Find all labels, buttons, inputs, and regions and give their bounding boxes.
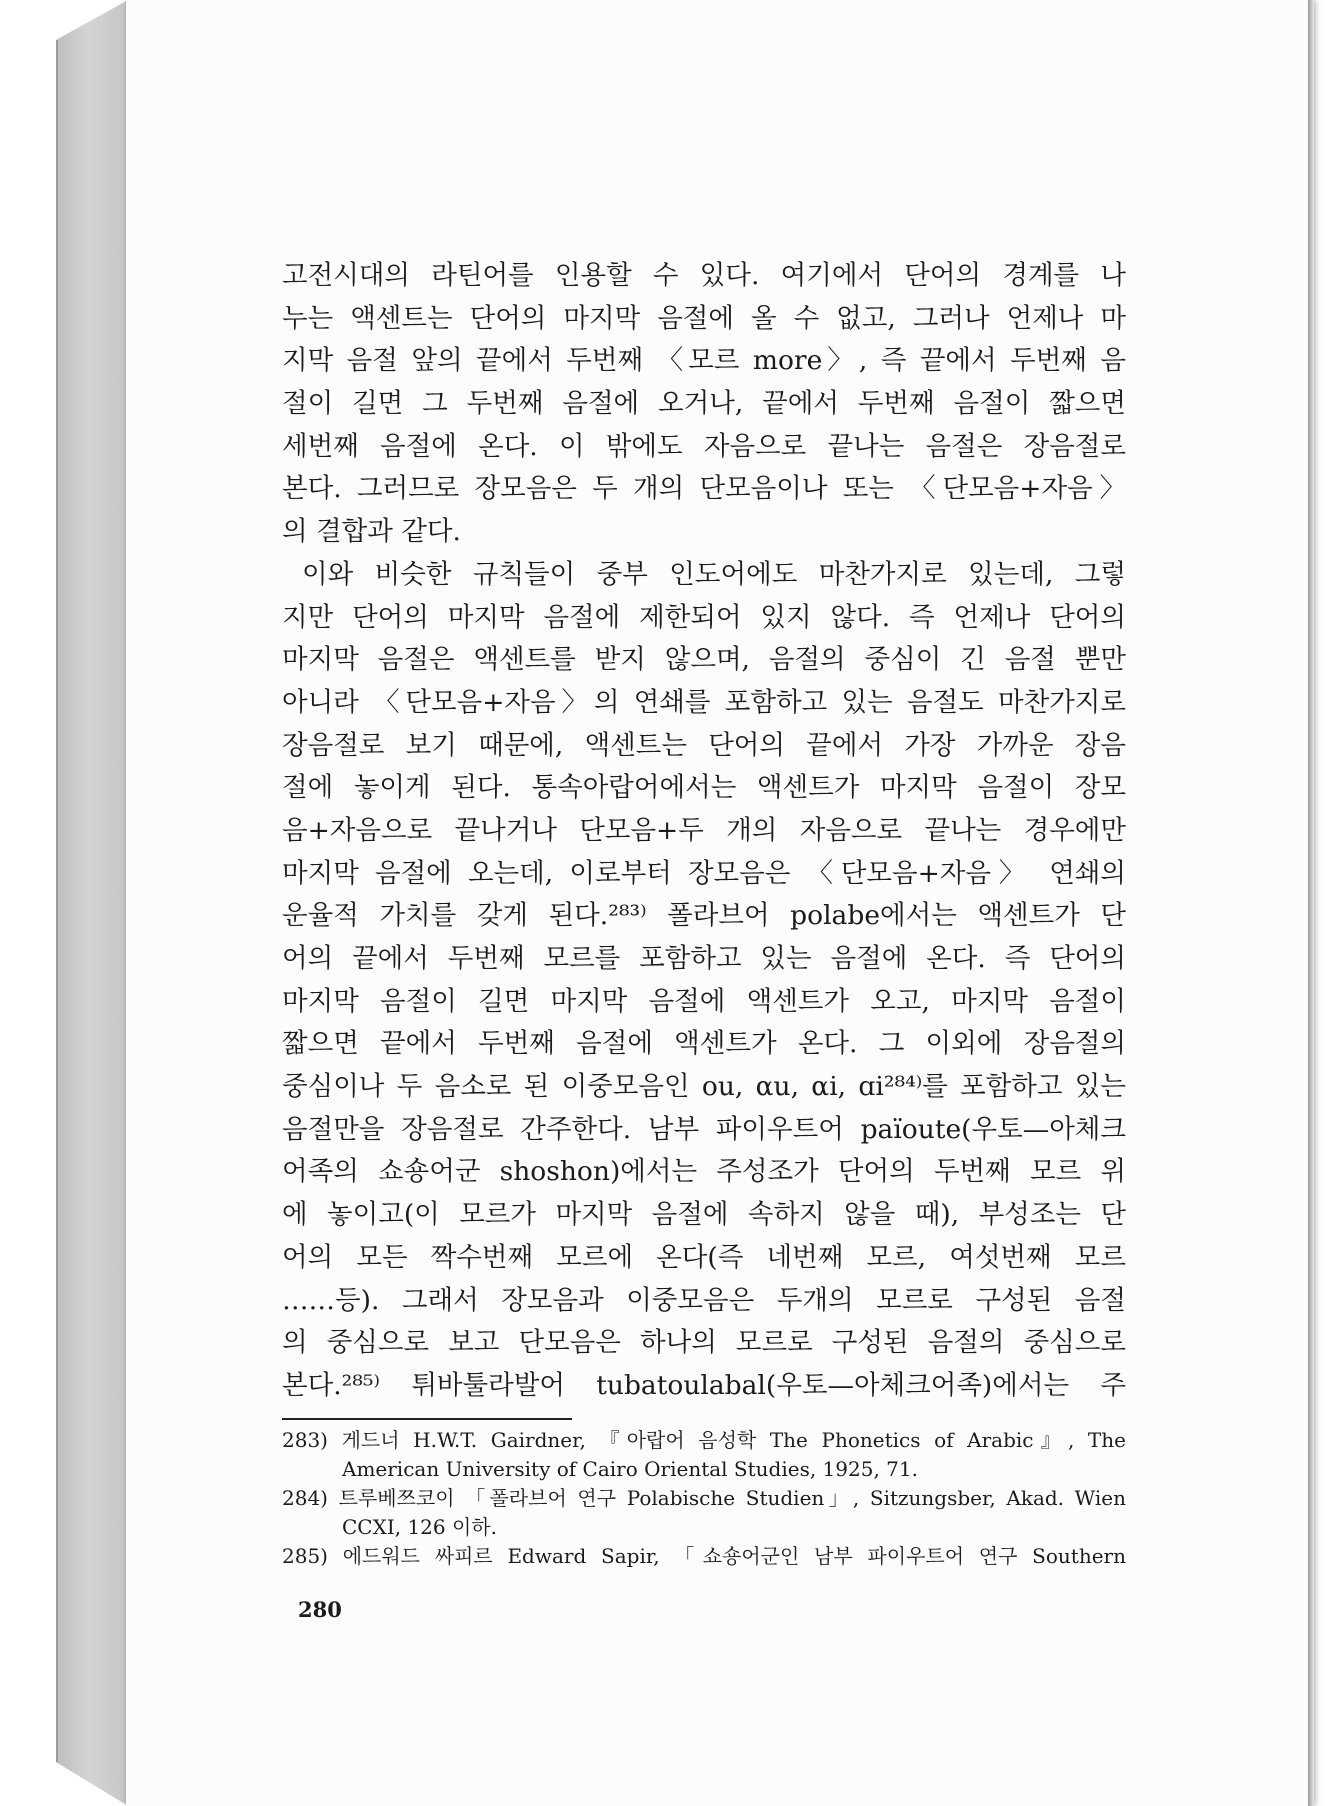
body-line: ……등). 그래서 장모음과 이중모음은 두개의 모르로 구성된 음절 xyxy=(282,1284,1126,1316)
body-line: 절에 놓이게 된다. 통속아랍어에서는 액센트가 마지막 음절이 장모 xyxy=(282,772,1126,804)
body-line: 본다. 그러므로 장모음은 두 개의 단모음이나 또는 〈단모음+자음〉 xyxy=(282,473,1126,505)
body-line: 장음절로 보기 때문에, 액센트는 단어의 끝에서 가장 가까운 장음 xyxy=(282,729,1126,761)
book-spine-side xyxy=(56,0,128,1806)
body-line: 짧으면 끝에서 두번째 음절에 액센트가 온다. 그 이외에 장음절의 xyxy=(282,1028,1126,1060)
footnote-284-continued: CCXI, 126 이하. xyxy=(342,1515,497,1539)
body-line: 지막 음절 앞의 끝에서 두번째 〈모르 more〉, 즉 끝에서 두번째 음 xyxy=(282,345,1126,377)
body-line: 아니라 〈단모음+자음〉의 연쇄를 포함하고 있는 음절도 마찬가지로 xyxy=(282,686,1126,718)
body-line: 이와 비슷한 규칙들이 중부 인도어에도 마찬가지로 있는데, 그렇 xyxy=(302,558,1126,590)
body-line: 음+자음으로 끝나거나 단모음+두 개의 자음으로 끝나는 경우에만 xyxy=(282,814,1126,846)
footnotes xyxy=(282,1426,1126,1571)
body-line: 절이 길면 그 두번째 음절에 오거나, 끝에서 두번째 음절이 짧으면 xyxy=(282,388,1126,420)
footnote-divider xyxy=(282,1418,572,1420)
body-text xyxy=(282,255,1126,1408)
body-line: 본다.²⁸⁵⁾ 튀바툴라발어 tubatoulabal(우토—아체크어족)에서는 주 xyxy=(282,1369,1126,1401)
body-line: 어의 끝에서 두번째 모르를 포함하고 있는 음절에 온다. 즉 단어의 xyxy=(282,943,1126,974)
body-line: 마지막 음절에 오는데, 이로부터 장모음은 〈단모음+자음〉 연쇄의 xyxy=(282,857,1126,889)
body-line: 마지막 음절이 길면 마지막 음절에 액센트가 오고, 마지막 음절이 xyxy=(282,985,1126,1017)
body-line: 어의 모든 짝수번째 모르에 온다(즉 네번째 모르, 여섯번째 모르 xyxy=(282,1241,1126,1273)
body-line: 의 중심으로 보고 단모음은 하나의 모르로 구성된 음절의 중심으로 xyxy=(282,1327,1126,1359)
footnote-283-continued: American University of Cairo Oriental Studies, 1925, 71. xyxy=(342,1457,918,1481)
footnote-285: 285) 에드워드 싸피르 Edward Sapir, 「쇼숑어군인 남부 파이우트어 연구 Southern xyxy=(282,1544,1126,1568)
body-line: 고전시대의 라틴어를 인용할 수 있다. 여기에서 단어의 경계를 나 xyxy=(282,260,1126,291)
body-line: 세번째 음절에 온다. 이 밖에도 자음으로 끝나는 음절은 장음절로 xyxy=(282,430,1126,462)
body-line: 누는 액센트는 단어의 마지막 음절에 올 수 없고, 그러나 언제나 마 xyxy=(282,302,1126,334)
page-number: 280 xyxy=(298,1597,342,1622)
footnote-284: 284) 트루베쯔코이 「폴라브어 연구 Polabische Studien」, Sitzungsber, Akad. Wien xyxy=(282,1486,1126,1510)
body-line: 운율적 가치를 갖게 된다.²⁸³⁾ 폴라브어 polabe에서는 액센트가 단 xyxy=(282,900,1126,932)
body-line: 어족의 쇼숑어군 shoshon)에서는 주성조가 단어의 두번째 모르 위 xyxy=(282,1156,1126,1188)
body-line: 중심이나 두 음소로 된 이중모음인 ou, αu, αi, ɑi²⁸⁴⁾를 포함하고 있는 xyxy=(282,1071,1126,1103)
book-side-edge xyxy=(56,40,58,1762)
page-right-edge xyxy=(1308,0,1314,1806)
footnote-283: 283) 게드너 H.W.T. Gairdner, 『아랍어 음성학 The Phonetics of Arabic』, The xyxy=(282,1428,1126,1452)
body-line: 음절만을 장음절로 간주한다. 남부 파이우트어 païoute(우토—아체크 xyxy=(282,1113,1126,1145)
body-line: 지만 단어의 마지막 음절에 제한되어 있지 않다. 즉 언제나 단어의 xyxy=(282,601,1126,633)
body-line: 마지막 음절은 액센트를 받지 않으며, 음절의 중심이 긴 음절 뿐만 xyxy=(282,644,1126,676)
body-line: 의 결합과 같다. xyxy=(282,516,461,548)
body-line: 에 놓이고(이 모르가 마지막 음절에 속하지 않을 때), 부성조는 단 xyxy=(282,1199,1126,1231)
